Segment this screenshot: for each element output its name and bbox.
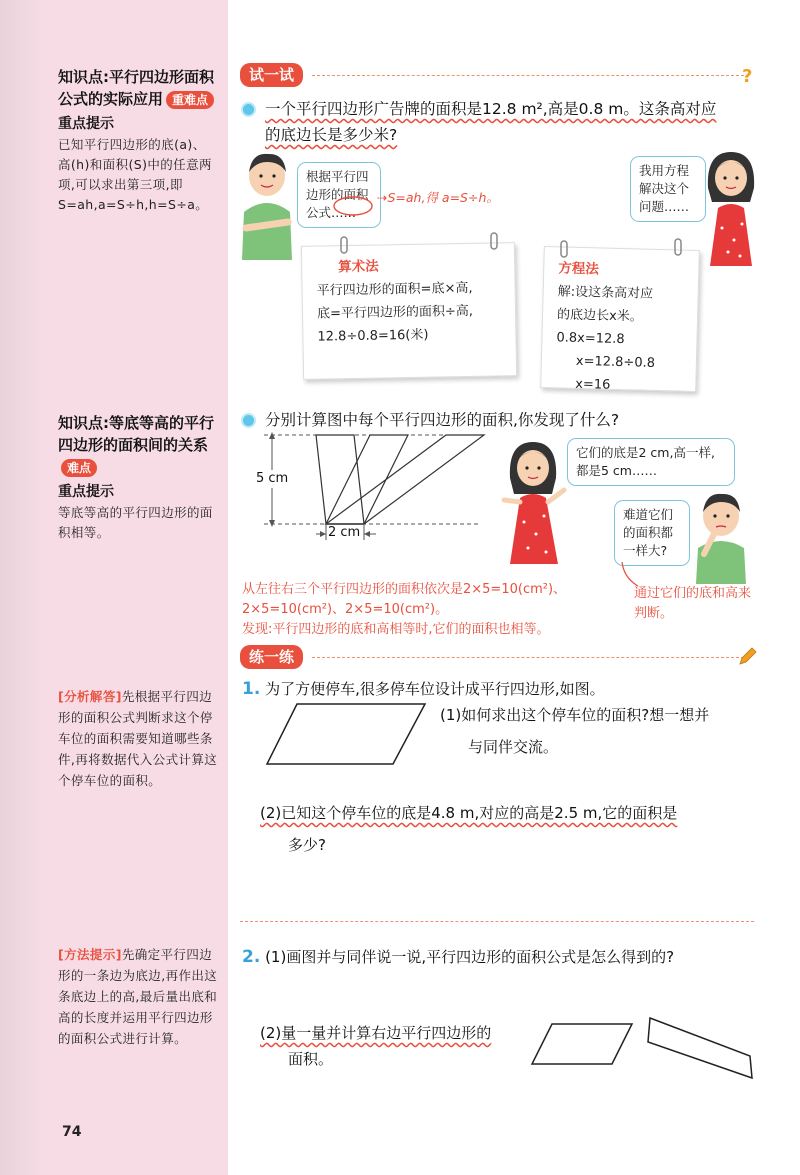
q1-number: 1. — [242, 679, 261, 699]
q-divider — [240, 921, 754, 922]
arith-line1: 平行四边形的面积=底×高, — [316, 280, 473, 299]
kp1-hint-title: 重点提示 — [58, 116, 114, 132]
analysis-text: 先根据平行四边形的面积公式判断求这个停车位的面积需要知道哪些条件,再将数据代入公式计算这个停车位的面积。 — [58, 689, 218, 788]
practice-section-tag: 练一练 — [240, 645, 303, 669]
arithmetic-method-card — [301, 242, 517, 380]
knowledge-point-1 — [58, 66, 218, 215]
eq-line4: x=12.8÷0.8 — [575, 353, 656, 371]
q2-bullet-icon — [241, 413, 256, 428]
base-label: 2 cm — [328, 525, 361, 540]
boy-bubble-1: 根据平行四边形的面积公式…… — [297, 162, 381, 228]
svg-text:?: ? — [742, 66, 753, 87]
q2-number: 2. — [242, 947, 261, 967]
tilted-parallelogram — [646, 1016, 756, 1080]
page-gutter — [0, 0, 40, 1175]
q1-bullet-icon — [241, 102, 256, 117]
kp2-badge: 难点 — [61, 459, 97, 477]
try-divider — [312, 75, 744, 76]
eq-line1: 解:设这条高对应 — [557, 284, 654, 302]
q2-part2-line2: 面积。 — [288, 1050, 334, 1068]
eq-line5: x=16 — [575, 376, 611, 393]
highlight-ellipse — [333, 196, 375, 218]
method-note — [58, 944, 218, 1049]
girl-illustration-1 — [700, 148, 762, 266]
q1-part2-line1: (2)已知这个停车位的底是4.8 m,对应的高是2.5 m,它的面积是 — [260, 804, 678, 822]
boy-illustration-1 — [236, 150, 298, 260]
paperclip-icon — [674, 238, 684, 258]
eq-line2: 的底边长x米。 — [556, 307, 643, 325]
practice-q1: 1. 为了方便停车,很多停车位设计成平行四边形,如图。 — [242, 679, 605, 699]
height-label: 5 cm — [256, 471, 289, 486]
equation-method-card — [540, 246, 700, 392]
paperclip-icon — [560, 240, 570, 260]
kp1-title: 知识点:平行四边形面积公式的实际应用 重难点 — [58, 68, 214, 108]
pencil-icon — [738, 646, 756, 666]
answer-line3: 发现:平行四边形的底和高相等时,它们的面积也相等。 — [242, 622, 550, 637]
kp2-hint-title: 重点提示 — [58, 484, 114, 500]
girl-illustration-2 — [498, 436, 568, 572]
boy-illustration-2 — [690, 490, 752, 584]
practice-divider — [312, 657, 744, 658]
arith-line2: 底=平行四边形的面积÷高, — [316, 303, 474, 322]
answer-line1: 从左往右三个平行四边形的面积依次是2×5=10(cm²)、 — [242, 582, 567, 597]
arith-line3: 12.8÷0.8=16(米) — [317, 327, 429, 345]
sidebar — [0, 0, 228, 1175]
eq-title: 方程法 — [558, 260, 599, 278]
teacher-red-note: 通过它们的底和高来判断。 — [634, 586, 752, 621]
knowledge-point-2 — [58, 412, 218, 543]
kp1-badge: 重难点 — [166, 91, 214, 109]
analysis-note — [58, 686, 218, 791]
try-section-tag: 试一试 — [240, 63, 303, 87]
eq-line3: 0.8x=12.8 — [556, 330, 625, 348]
q1-line2: 的底边长是多少米? — [265, 126, 398, 144]
small-parallelogram — [530, 1022, 634, 1066]
q2-text: 分别计算图中每个平行四边形的面积,你发现了什么? — [265, 411, 620, 429]
q1-part1-line2: 与同伴交流。 — [468, 738, 559, 756]
question-mark-icon — [742, 66, 756, 86]
q1-part2-line2: 多少? — [288, 836, 326, 854]
q2-part2-line1: (2)量一量并计算右边平行四边形的 — [260, 1024, 492, 1042]
kp1-hint-text: 已知平行四边形的底(a)、高(h)和面积(S)中的任意两项,可以求出第三项,即S=ah,a=S÷h,h=S÷a。 — [58, 137, 212, 212]
practice-q2: 2. (1)画图并与同伴说一说,平行四边形的面积公式是怎么得到的? — [242, 947, 675, 967]
formula-text: ⇢S=ah,得 a=S÷h。 — [377, 190, 499, 205]
arith-title: 算术法 — [338, 258, 379, 276]
q1-line1: 一个平行四边形广告牌的面积是12.8 m²,高是0.8 m。这条高对应 — [265, 100, 717, 118]
kp2-title: 知识点:等底等高的平行四边形的面积间的关系难点 — [58, 414, 214, 475]
boy-bubble-2: 难道它们的面积都一样大? — [614, 500, 690, 566]
kp2-hint-text: 等底等高的平行四边形的面积相等。 — [58, 505, 213, 540]
girl-bubble-2: 它们的底是2 cm,高一样,都是5 cm…… — [567, 438, 735, 486]
page-number: 74 — [62, 1124, 82, 1140]
parking-space-parallelogram — [265, 702, 427, 766]
q1-part1-line1: (1)如何求出这个停车位的面积?想一想并 — [440, 706, 710, 724]
method-tag: [方法提示] — [58, 947, 122, 962]
analysis-tag: [分析解答] — [58, 689, 122, 704]
method-text: 先确定平行四边形的一条边为底边,再作出这条底边上的高,最后量出底和高的长度并运用平行四边形的面积公式进行计算。 — [58, 947, 218, 1046]
paperclip-icon — [340, 236, 350, 256]
girl-bubble-1: 我用方程解决这个问题…… — [630, 156, 706, 222]
answer-line2: 2×5=10(cm²)、2×5=10(cm²)。 — [242, 602, 449, 617]
paperclip-icon — [490, 232, 500, 252]
